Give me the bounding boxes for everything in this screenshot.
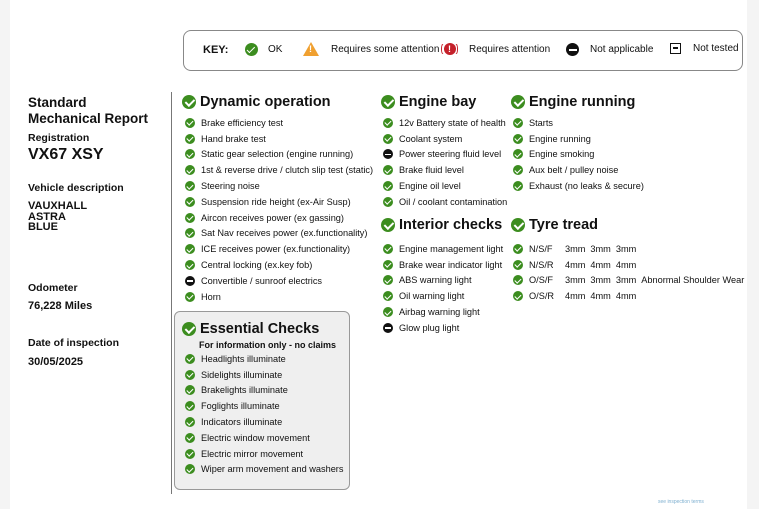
ok-icon — [185, 370, 195, 380]
check-item — [383, 288, 503, 304]
not-tested-icon — [670, 43, 681, 54]
ok-icon — [383, 118, 393, 128]
inspection-date-label: Date of inspection — [28, 337, 120, 349]
column-divider — [171, 92, 172, 494]
check-item — [513, 147, 644, 163]
check-item-label: Headlights illuminate — [201, 353, 286, 364]
tread-depth: 3mm — [565, 243, 586, 254]
tread-depth: 3mm — [590, 243, 611, 254]
ok-icon — [511, 95, 525, 109]
check-item — [185, 241, 373, 257]
check-item — [383, 162, 507, 178]
ok-icon — [383, 197, 393, 207]
ok-icon — [185, 244, 195, 254]
check-item — [185, 414, 343, 430]
ok-icon — [513, 291, 523, 301]
check-item — [185, 273, 373, 289]
odometer-label: Odometer — [28, 282, 78, 294]
check-item-label: Power steering fluid level — [399, 149, 502, 160]
ok-icon — [185, 385, 195, 395]
check-item — [185, 115, 373, 131]
ok-icon — [185, 401, 195, 411]
key-ok-label: OK — [268, 44, 283, 55]
tyre-note: Abnormal Shoulder Wear — [641, 275, 745, 286]
tyre-position: N/S/R — [529, 259, 554, 270]
check-item — [185, 462, 343, 478]
ok-icon — [383, 134, 393, 144]
ok-icon — [185, 134, 195, 144]
check-item — [185, 367, 343, 383]
not-applicable-icon — [185, 276, 195, 286]
ok-icon — [182, 322, 196, 336]
ok-icon — [513, 260, 523, 270]
check-item-label: Engine oil level — [399, 181, 461, 192]
check-item-label: Coolant system — [399, 133, 463, 144]
ok-icon — [513, 118, 523, 128]
ok-icon — [383, 275, 393, 285]
engine-running-list — [513, 115, 644, 194]
tyre-row — [513, 273, 744, 289]
ok-icon — [185, 449, 195, 459]
check-item — [185, 351, 343, 367]
check-item — [185, 257, 373, 273]
engine-bay-list — [383, 115, 507, 210]
tread-depth: 3mm — [565, 275, 586, 286]
ok-icon — [383, 165, 393, 175]
check-item-label: Horn — [201, 291, 221, 302]
check-item — [513, 131, 644, 147]
check-item-label: Engine management light — [399, 243, 504, 254]
ok-icon — [513, 181, 523, 191]
check-item — [185, 131, 373, 147]
check-item — [185, 194, 373, 210]
check-item — [185, 226, 373, 242]
odometer-value: 76,228 Miles — [28, 300, 93, 312]
ok-icon — [511, 218, 525, 232]
check-item-label: ABS warning light — [399, 275, 472, 286]
ok-icon — [513, 134, 523, 144]
ok-icon — [383, 260, 393, 270]
key-not-tested-label: Not tested — [693, 43, 739, 54]
check-item-label: Suspension ride height (ex-Air Susp) — [201, 196, 351, 207]
essential-checks-subtitle: For information only - no claims — [199, 340, 337, 350]
check-item-label: Brakelights illuminate — [201, 385, 288, 396]
tyre-position: O/S/F — [529, 275, 553, 286]
tread-depth: 4mm — [590, 291, 611, 302]
tread-depth: 3mm — [590, 275, 611, 286]
check-item-label: Sat Nav receives power (ex.functionality) — [201, 228, 368, 239]
check-item-label: Oil warning light — [399, 291, 465, 302]
interior-checks-heading: Interior checks — [381, 217, 502, 233]
check-item-label: Aux belt / pulley noise — [529, 165, 619, 176]
tread-depth: 4mm — [565, 291, 586, 302]
check-item — [185, 162, 373, 178]
ok-icon — [381, 218, 395, 232]
tread-depth: 4mm — [590, 259, 611, 270]
tread-depth: 3mm — [615, 275, 637, 286]
check-item — [185, 178, 373, 194]
registration-label: Registration — [28, 132, 90, 144]
ok-icon — [182, 95, 196, 109]
key-not-applicable-label: Not applicable — [590, 44, 654, 55]
essential-checks-heading: Essential Checks — [182, 321, 319, 337]
check-item — [513, 178, 644, 194]
check-item-label: Sidelights illuminate — [201, 369, 283, 380]
ok-icon — [185, 197, 195, 207]
ok-icon — [383, 307, 393, 317]
ok-icon — [185, 417, 195, 427]
check-item — [383, 194, 507, 210]
ok-icon — [513, 275, 523, 285]
check-item-label: Exhaust (no leaks & secure) — [529, 181, 644, 192]
check-item — [185, 398, 343, 414]
key-attention-label: Requires attention — [469, 44, 551, 55]
ok-icon — [513, 149, 523, 159]
check-item — [513, 115, 644, 131]
ok-icon — [513, 244, 523, 254]
check-item-label: Brake fluid level — [399, 165, 464, 176]
check-item — [383, 147, 507, 163]
ok-icon — [185, 292, 195, 302]
ok-icon — [185, 433, 195, 443]
check-item-label: Airbag warning light — [399, 307, 480, 318]
ok-icon — [245, 43, 258, 56]
check-item — [383, 115, 507, 131]
check-item-label: Static gear selection (engine running) — [201, 149, 354, 160]
check-item — [185, 147, 373, 163]
ok-icon — [185, 181, 195, 191]
tyre-position: O/S/R — [529, 291, 555, 302]
report-title: Standard Mechanical Report — [28, 95, 149, 126]
warning-icon — [303, 42, 319, 56]
tyre-row — [513, 241, 744, 257]
dynamic-operation-heading: Dynamic operation — [182, 94, 331, 110]
tyre-row — [513, 288, 744, 304]
ok-icon — [381, 95, 395, 109]
check-item-label: 1st & reverse drive / clutch slip test (static) — [201, 165, 374, 176]
ok-icon — [383, 181, 393, 191]
check-item-label: ICE receives power (ex.functionality) — [201, 244, 351, 255]
check-item-label: Electric window movement — [201, 432, 310, 443]
tread-depth: 3mm — [615, 243, 637, 254]
check-item-label: 12v Battery state of health — [399, 117, 506, 128]
dynamic-operation-list — [185, 115, 373, 305]
check-item — [383, 131, 507, 147]
vehicle-description-label: Vehicle description — [28, 182, 124, 194]
check-item — [185, 210, 373, 226]
check-item — [383, 257, 503, 273]
check-item-label: Aircon receives power (ex gassing) — [201, 212, 344, 223]
check-item-label: Hand brake test — [201, 133, 266, 144]
ok-icon — [185, 260, 195, 270]
engine-running-heading: Engine running — [511, 94, 635, 110]
ok-icon — [185, 118, 195, 128]
ok-icon — [185, 149, 195, 159]
check-item — [383, 320, 503, 336]
ok-icon — [185, 213, 195, 223]
check-item — [383, 241, 503, 257]
check-item — [185, 289, 373, 305]
check-item — [185, 383, 343, 399]
engine-bay-heading: Engine bay — [381, 94, 476, 110]
check-item — [383, 178, 507, 194]
check-item-label: Electric mirror movement — [201, 448, 304, 459]
not-applicable-icon — [383, 149, 393, 159]
report-page — [10, 0, 747, 509]
check-item-label: Oil / coolant contamination — [399, 196, 508, 207]
ok-icon — [185, 464, 195, 474]
check-item-label: Engine smoking — [529, 149, 595, 160]
check-item — [185, 430, 343, 446]
ok-icon — [383, 291, 393, 301]
tyre-position: N/S/F — [529, 243, 553, 254]
tyre-row — [513, 257, 744, 273]
not-applicable-icon — [566, 43, 579, 56]
essential-checks-list — [185, 351, 343, 477]
ok-icon — [185, 165, 195, 175]
check-item — [383, 273, 503, 289]
attention-icon: ! — [441, 43, 458, 56]
tread-depth: 4mm — [565, 259, 586, 270]
check-item-label: Glow plug light — [399, 322, 460, 333]
check-item-label: Central locking (ex.key fob) — [201, 260, 313, 271]
interior-checks-list — [383, 241, 503, 336]
check-item-label: Starts — [529, 117, 553, 128]
check-item-label: Foglights illuminate — [201, 401, 280, 412]
tread-depth: 4mm — [615, 291, 637, 302]
ok-icon — [513, 165, 523, 175]
status-key — [183, 30, 743, 71]
key-some-attention-label: Requires some attention — [331, 43, 440, 55]
not-applicable-icon — [383, 323, 393, 333]
check-item — [185, 446, 343, 462]
check-item — [513, 162, 644, 178]
footer-link[interactable]: see inspection terms — [658, 499, 704, 505]
vehicle-description: VAUXHALL ASTRA BLUE — [28, 200, 88, 233]
key-label: KEY: — [203, 44, 229, 56]
check-item-label: Brake efficiency test — [201, 117, 284, 128]
check-item — [383, 304, 503, 320]
ok-icon — [185, 228, 195, 238]
ok-icon — [383, 244, 393, 254]
check-item-label: Engine running — [529, 133, 591, 144]
ok-icon — [185, 354, 195, 364]
check-item-label: Wiper arm movement and washers — [201, 464, 344, 475]
check-item-label: Indicators illuminate — [201, 417, 283, 428]
check-item-label: Brake wear indicator light — [399, 259, 503, 270]
tyre-tread-list — [513, 241, 744, 304]
registration-value: VX67 XSY — [28, 146, 104, 163]
inspection-date-value: 30/05/2025 — [28, 356, 84, 368]
check-item-label: Steering noise — [201, 181, 260, 192]
check-item-label: Convertible / sunroof electrics — [201, 275, 323, 286]
tread-depth: 4mm — [615, 259, 637, 270]
tyre-tread-heading: Tyre tread — [511, 217, 598, 233]
